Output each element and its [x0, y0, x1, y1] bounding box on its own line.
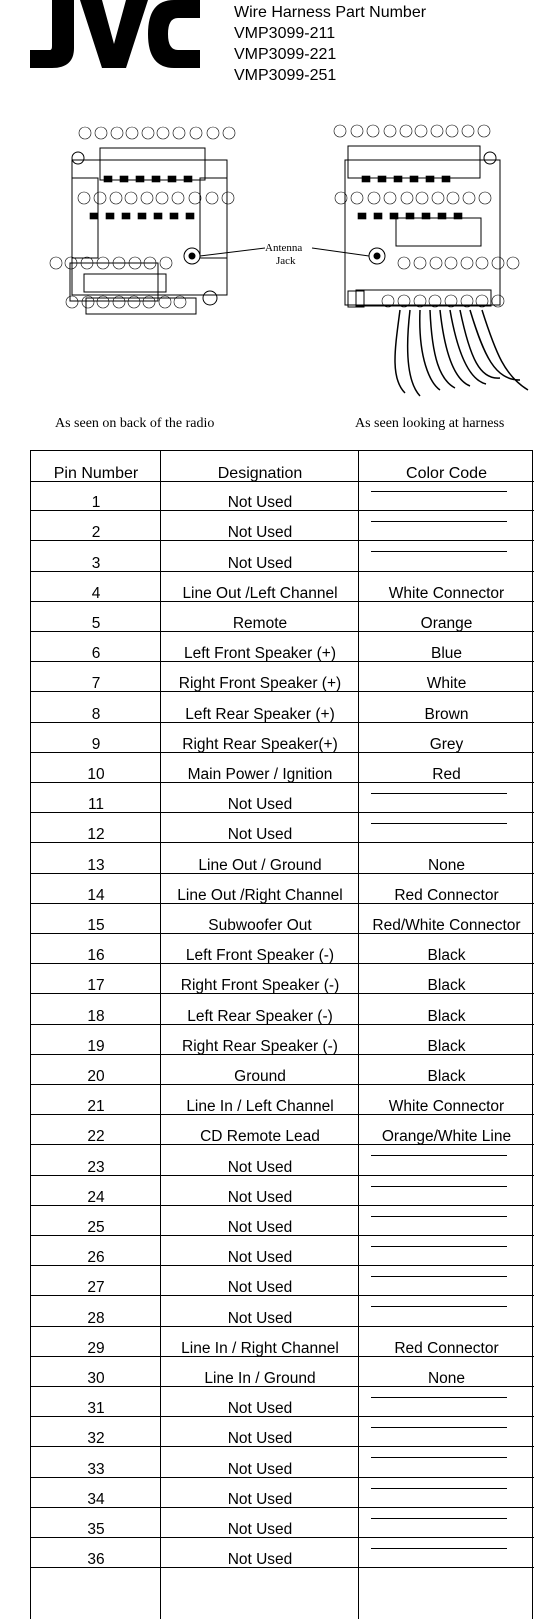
pin-designation: Not Used [227, 1158, 293, 1176]
pin-number: 11 [87, 796, 105, 814]
table-row [31, 602, 534, 632]
table-row [31, 572, 534, 602]
pin-designation: Not Used [227, 1249, 293, 1267]
pin-number: 9 [91, 735, 101, 753]
pin-number: 6 [91, 645, 101, 663]
pin-color-code: Black [427, 1037, 466, 1055]
blank-color-line [371, 1246, 507, 1247]
table-row [31, 813, 534, 843]
table-row [31, 904, 534, 934]
pin-number: 16 [87, 947, 105, 965]
pin-color-code: Brown [424, 705, 469, 723]
pin-number: 1 [91, 494, 101, 512]
pin-number: 22 [87, 1128, 105, 1146]
table-row [31, 1206, 534, 1236]
table-row [31, 843, 534, 873]
table-row [31, 1417, 534, 1447]
table-row [31, 1387, 534, 1417]
pin-number: 12 [87, 826, 105, 844]
table-row [31, 1508, 534, 1538]
pin-designation: Ground [234, 1067, 286, 1085]
pin-designation: Not Used [227, 1188, 293, 1206]
blank-color-line [371, 491, 507, 492]
table-row [31, 662, 534, 692]
table-row [31, 1055, 534, 1085]
pin-designation: Left Rear Speaker (-) [187, 1007, 333, 1025]
table-row [31, 1447, 534, 1477]
column-header-pin: Pin Number [53, 465, 139, 482]
table-row [31, 1357, 534, 1387]
pin-designation: Not Used [227, 1279, 293, 1297]
pin-designation: Not Used [227, 1460, 293, 1478]
pin-designation: Line Out /Right Channel [177, 886, 343, 904]
table-row [31, 964, 534, 994]
pin-designation: Right Front Speaker (+) [178, 675, 342, 693]
table-row [31, 1296, 534, 1326]
pin-color-code: Grey [429, 735, 464, 753]
pin-color-code: Black [427, 977, 466, 995]
pin-designation: Right Rear Speaker (-) [182, 1037, 338, 1055]
table-row [31, 511, 534, 541]
pin-number: 17 [87, 977, 105, 995]
pin-color-code: Orange/White Line [381, 1128, 512, 1146]
pinout-table [30, 450, 533, 1619]
table-row [31, 874, 534, 904]
blank-color-line [371, 1457, 507, 1458]
header-line: VMP3099-211 [234, 25, 336, 42]
pin-designation: Not Used [227, 1400, 293, 1418]
header-line: Wire Harness Part Number [234, 4, 427, 21]
blank-color-line [371, 1216, 507, 1217]
pin-color-code: Red [432, 765, 461, 783]
table-row [31, 692, 534, 722]
pin-designation: Not Used [227, 1430, 293, 1448]
pin-designation: Not Used [227, 554, 293, 572]
table-row [31, 753, 534, 783]
table-row [31, 1327, 534, 1357]
pin-number: 26 [87, 1249, 105, 1267]
table-row [31, 934, 534, 964]
pin-number: 14 [87, 886, 105, 904]
pin-designation: Main Power / Ignition [187, 765, 333, 783]
pin-designation: Not Used [227, 826, 293, 844]
pin-designation: Line In / Ground [204, 1369, 316, 1387]
pin-number: 33 [87, 1460, 105, 1478]
pin-designation: Line Out /Left Channel [182, 584, 338, 602]
pin-number: 13 [87, 856, 105, 874]
pin-number: 27 [87, 1279, 105, 1297]
table-row [31, 1236, 534, 1266]
pin-designation: Right Front Speaker (-) [180, 977, 340, 995]
pin-color-code: White Connector [388, 1098, 505, 1116]
table-row [31, 1115, 534, 1145]
table-row [31, 723, 534, 753]
pin-designation: Left Rear Speaker (+) [185, 705, 335, 723]
table-row [31, 994, 534, 1024]
pin-number: 5 [91, 614, 101, 632]
pin-designation: Not Used [227, 796, 293, 814]
pin-number: 2 [91, 524, 101, 542]
pin-number: 23 [87, 1158, 105, 1176]
pin-color-code: Black [427, 1007, 466, 1025]
pin-color-code: None [427, 1369, 466, 1387]
pin-designation: Not Used [227, 494, 293, 512]
pin-color-code: Red Connector [394, 886, 499, 904]
table-row [31, 481, 534, 511]
pin-number: 29 [87, 1339, 105, 1357]
table-row [31, 1025, 534, 1055]
pin-color-code: Orange [420, 614, 473, 632]
blank-color-line [371, 521, 507, 522]
table-row [31, 783, 534, 813]
pin-designation: Line In / Right Channel [181, 1339, 339, 1357]
pin-number: 10 [87, 765, 105, 783]
pin-color-code: Black [427, 1067, 466, 1085]
pin-number: 19 [87, 1037, 105, 1055]
pin-number: 28 [87, 1309, 105, 1327]
jvc-logo [30, 0, 200, 70]
pin-number: 30 [87, 1369, 105, 1387]
table-row [31, 1266, 534, 1296]
column-header-color: Color Code [406, 465, 487, 482]
pin-color-code: White Connector [388, 584, 505, 602]
pin-color-code: Red/White Connector [372, 916, 521, 934]
pin-designation: Not Used [227, 1520, 293, 1538]
pin-designation: Right Rear Speaker(+) [182, 735, 338, 753]
blank-color-line [371, 1276, 507, 1277]
table-header-row [31, 451, 534, 482]
pin-number: 18 [87, 1007, 105, 1025]
pin-number: 32 [87, 1430, 105, 1448]
pin-number: 4 [91, 584, 101, 602]
blank-color-line [371, 1548, 507, 1549]
blank-color-line [371, 823, 507, 824]
blank-color-line [371, 1155, 507, 1156]
pin-designation: Not Used [227, 1218, 293, 1236]
pin-designation: Remote [232, 614, 288, 632]
table-row [31, 1478, 534, 1508]
pin-designation: Not Used [227, 524, 293, 542]
pin-designation: Not Used [227, 1551, 293, 1569]
column-header-designation: Designation [217, 465, 303, 482]
pin-designation: Line Out / Ground [198, 856, 322, 874]
pin-number: 34 [87, 1490, 105, 1508]
pin-number: 24 [87, 1188, 105, 1206]
blank-color-line [371, 1488, 507, 1489]
table-row [31, 632, 534, 662]
pin-designation: Left Front Speaker (+) [183, 645, 337, 663]
pin-designation: Left Front Speaker (-) [185, 947, 335, 965]
pin-color-code: White [426, 675, 467, 693]
jack-label: Jack [276, 255, 296, 267]
pin-number: 8 [91, 705, 101, 723]
blank-color-line [371, 1427, 507, 1428]
antenna-label: Antenna [265, 242, 303, 254]
pin-color-code: Blue [430, 645, 463, 663]
blank-color-line [371, 1397, 507, 1398]
pin-number: 36 [87, 1551, 105, 1569]
table-row [31, 1538, 534, 1568]
blank-color-line [371, 1186, 507, 1187]
pin-number: 31 [87, 1400, 105, 1418]
caption-looking-at-harness: As seen looking at harness [355, 416, 505, 431]
pin-number: 15 [87, 916, 105, 934]
pin-designation: Not Used [227, 1309, 293, 1327]
table-row [31, 541, 534, 571]
pin-designation: Not Used [227, 1490, 293, 1508]
pin-color-code: Red Connector [394, 1339, 499, 1357]
pin-designation: CD Remote Lead [200, 1128, 320, 1146]
caption-back-of-radio: As seen on back of the radio [55, 416, 215, 431]
pin-number: 3 [91, 554, 101, 572]
part-number-header [234, 2, 426, 86]
blank-color-line [371, 551, 507, 552]
table-row [31, 1085, 534, 1115]
pin-number: 35 [87, 1520, 105, 1538]
connector-diagram [0, 118, 550, 418]
pin-color-code: None [427, 856, 466, 874]
header-line: VMP3099-251 [234, 67, 337, 84]
header-line: VMP3099-221 [234, 46, 337, 63]
table-row [31, 1145, 534, 1175]
pin-color-code: Black [427, 947, 466, 965]
pin-designation: Line In / Left Channel [186, 1098, 334, 1116]
pin-number: 20 [87, 1067, 105, 1085]
pin-number: 21 [87, 1098, 105, 1116]
pin-designation: Subwoofer Out [208, 916, 312, 934]
blank-color-line [371, 793, 507, 794]
blank-color-line [371, 1306, 507, 1307]
pin-number: 25 [87, 1218, 105, 1236]
table-row [31, 1176, 534, 1206]
pin-number: 7 [91, 675, 101, 693]
blank-color-line [371, 1518, 507, 1519]
